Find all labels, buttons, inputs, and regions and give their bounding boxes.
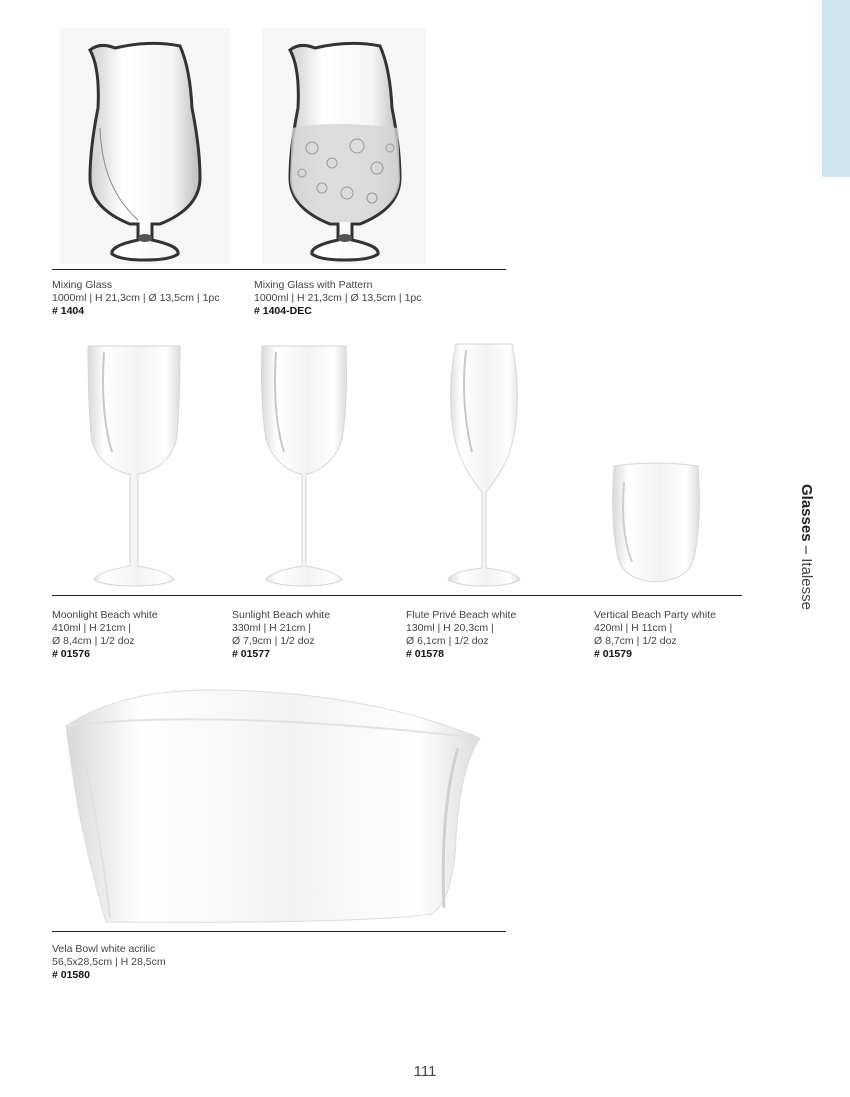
product-caption bbox=[52, 943, 166, 982]
section-title-sub: Italesse bbox=[798, 558, 815, 610]
product-name: Moonlight Beach white bbox=[52, 609, 158, 621]
product-name: Sunlight Beach white bbox=[232, 609, 331, 621]
product-code: # 01577 bbox=[232, 648, 270, 660]
product-caption bbox=[594, 609, 716, 661]
product-name: Vela Bowl white acrilic bbox=[52, 943, 156, 955]
product-name: Flute Privé Beach white bbox=[406, 609, 517, 621]
product-code: # 01580 bbox=[52, 969, 90, 981]
vela-bowl-image bbox=[60, 688, 486, 926]
product-code: # 1404-DEC bbox=[254, 305, 312, 317]
product-spec: 1000ml | H 21,3cm | Ø 13,5cm | 1pc bbox=[52, 292, 220, 304]
moonlight-wine-glass-image bbox=[82, 342, 186, 588]
row-2-divider bbox=[52, 595, 742, 596]
product-caption bbox=[52, 279, 220, 318]
sunlight-wine-glass-image bbox=[256, 344, 352, 588]
product-caption bbox=[254, 279, 422, 318]
flute-glass-image bbox=[442, 342, 526, 588]
product-caption bbox=[406, 609, 516, 661]
product-spec: 56,5x28,5cm | H 28,5cm bbox=[52, 956, 166, 968]
product-spec: Ø 7,9cm | 1/2 doz bbox=[232, 635, 315, 647]
product-code: # 1404 bbox=[52, 305, 85, 317]
product-spec: 130ml | H 20,3cm | bbox=[406, 622, 494, 634]
product-name: Vertical Beach Party white bbox=[594, 609, 716, 621]
product-caption bbox=[52, 609, 158, 661]
product-code: # 01578 bbox=[406, 648, 444, 660]
product-code: # 01576 bbox=[52, 648, 90, 660]
product-name: Mixing Glass bbox=[52, 279, 113, 291]
product-name: Mixing Glass with Pattern bbox=[254, 279, 373, 291]
product-code: # 01579 bbox=[594, 648, 632, 660]
mixing-glass-image bbox=[60, 28, 230, 264]
row-1-divider bbox=[52, 269, 506, 270]
product-spec: 420ml | H 11cm | bbox=[594, 622, 673, 634]
product-spec: Ø 6,1cm | 1/2 doz bbox=[406, 635, 489, 647]
row-3-divider bbox=[52, 931, 506, 932]
tumbler-image bbox=[610, 462, 702, 586]
section-title-main: Glasses bbox=[798, 484, 815, 542]
section-title-separator: – bbox=[798, 545, 815, 555]
patterned-mixing-glass-image bbox=[262, 28, 426, 264]
product-caption bbox=[232, 609, 330, 661]
product-spec: 410ml | H 21cm | bbox=[52, 622, 131, 634]
product-spec: Ø 8,7cm | 1/2 doz bbox=[594, 635, 677, 647]
page-number: 111 bbox=[413, 1063, 437, 1080]
product-spec: Ø 8,4cm | 1/2 doz bbox=[52, 635, 135, 647]
product-spec: 1000ml | H 21,3cm | Ø 13,5cm | 1pc bbox=[254, 292, 422, 304]
product-spec: 330ml | H 21cm | bbox=[232, 622, 311, 634]
section-title bbox=[798, 484, 815, 610]
section-tab bbox=[822, 0, 850, 177]
